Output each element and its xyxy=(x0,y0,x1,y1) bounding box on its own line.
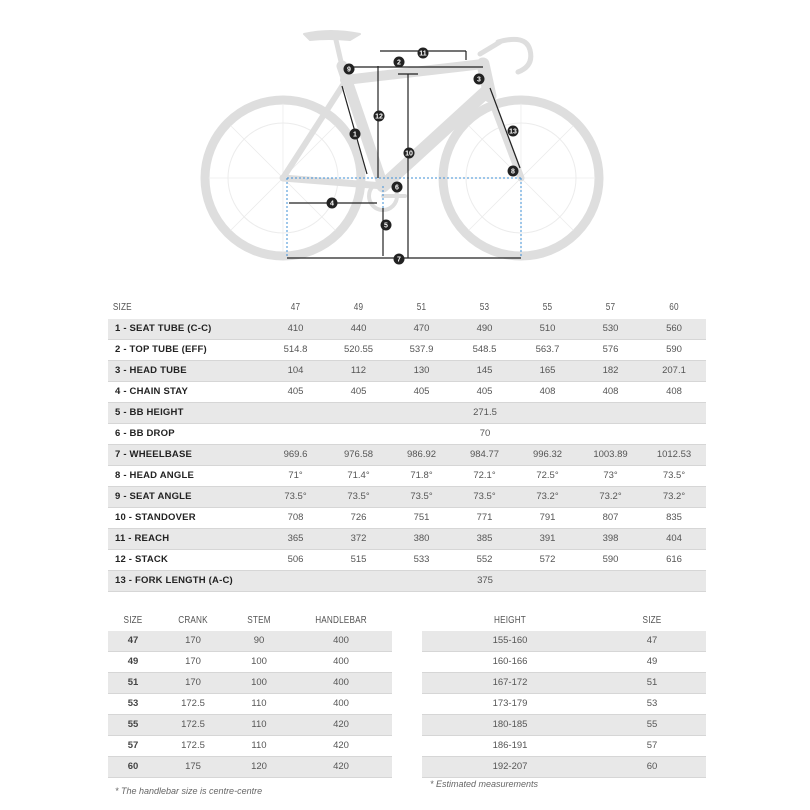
components-row xyxy=(108,694,392,715)
geometry-row xyxy=(108,340,706,361)
geometry-cell: 391 xyxy=(516,529,579,550)
geometry-cell: 73.2° xyxy=(642,487,706,508)
height-size-cell: 51 xyxy=(598,673,706,694)
geometry-cell: 984.77 xyxy=(453,445,516,466)
height-range-cell: 160-166 xyxy=(422,652,598,673)
marker-2 xyxy=(394,57,405,68)
geometry-cell: 404 xyxy=(642,529,706,550)
geometry-cell: 807 xyxy=(579,508,642,529)
geometry-cell: 563.7 xyxy=(516,340,579,361)
geometry-cell: 145 xyxy=(453,361,516,382)
geometry-cell: 533 xyxy=(390,550,453,571)
geometry-cell: 73° xyxy=(579,466,642,487)
components-row xyxy=(108,652,392,673)
geometry-cell: 506 xyxy=(264,550,327,571)
geometry-header-row xyxy=(108,297,706,319)
geometry-cell-all-sizes: 271.5 xyxy=(264,403,706,424)
components-row xyxy=(108,757,392,778)
height-range-cell: 167-172 xyxy=(422,673,598,694)
geometry-cell: 207.1 xyxy=(642,361,706,382)
geometry-cell: 520.55 xyxy=(327,340,390,361)
components-size-cell: 53 xyxy=(108,694,158,715)
components-size-cell: 51 xyxy=(108,673,158,694)
height-row xyxy=(422,694,706,715)
components-cell: 170 xyxy=(158,652,228,673)
components-cell: 400 xyxy=(290,694,392,715)
geometry-cell: 572 xyxy=(516,550,579,571)
components-cell: 100 xyxy=(228,652,290,673)
components-size-cell: 47 xyxy=(108,631,158,652)
geometry-header-51: 51 xyxy=(416,302,427,313)
geometry-cell: 130 xyxy=(390,361,453,382)
components-cell: 120 xyxy=(228,757,290,778)
geometry-cell: 726 xyxy=(327,508,390,529)
geometry-header-size: SIZE xyxy=(112,302,132,313)
geometry-cell: 835 xyxy=(642,508,706,529)
geometry-row-label: 7 - WHEELBASE xyxy=(108,445,264,466)
geometry-cell: 470 xyxy=(390,319,453,340)
height-range-cell: 180-185 xyxy=(422,715,598,736)
geometry-cell: 986.92 xyxy=(390,445,453,466)
geometry-header-47: 47 xyxy=(290,302,301,313)
geometry-row xyxy=(108,382,706,403)
components-cell: 110 xyxy=(228,715,290,736)
marker-12 xyxy=(374,111,385,122)
svg-text:3: 3 xyxy=(477,76,481,84)
geometry-row xyxy=(108,529,706,550)
components-cell: 172.5 xyxy=(158,715,228,736)
geometry-cell: 73.5° xyxy=(390,487,453,508)
height-row xyxy=(422,631,706,652)
geometry-header-60: 60 xyxy=(669,302,679,313)
geometry-cell: 408 xyxy=(516,382,579,403)
components-row xyxy=(108,631,392,652)
components-cell: 172.5 xyxy=(158,736,228,757)
geometry-cell: 405 xyxy=(327,382,390,403)
geometry-cell: 1003.89 xyxy=(579,445,642,466)
geometry-cell: 165 xyxy=(516,361,579,382)
components-row xyxy=(108,673,392,694)
geometry-row xyxy=(108,445,706,466)
geometry-row xyxy=(108,466,706,487)
geometry-cell: 73.2° xyxy=(516,487,579,508)
svg-text:12: 12 xyxy=(375,113,383,121)
geometry-cell: 708 xyxy=(264,508,327,529)
geometry-row xyxy=(108,571,706,592)
geometry-cell: 552 xyxy=(453,550,516,571)
geometry-row-label: 10 - STANDOVER xyxy=(108,508,264,529)
geometry-cell: 71.4° xyxy=(327,466,390,487)
geometry-row-label: 4 - CHAIN STAY xyxy=(108,382,264,403)
geometry-cell: 560 xyxy=(642,319,706,340)
components-cell: 170 xyxy=(158,631,228,652)
svg-text:13: 13 xyxy=(509,128,517,136)
height-header-row xyxy=(422,611,706,631)
geometry-row xyxy=(108,424,706,445)
components-header-handlebar: HANDLEBAR xyxy=(315,615,367,626)
geometry-cell-all-sizes: 375 xyxy=(264,571,706,592)
geometry-cell: 515 xyxy=(327,550,390,571)
components-cell: 100 xyxy=(228,673,290,694)
height-row xyxy=(422,757,706,778)
geometry-cell: 490 xyxy=(453,319,516,340)
geometry-cell: 590 xyxy=(642,340,706,361)
geometry-header-57: 57 xyxy=(605,302,616,313)
components-header-stem: STEM xyxy=(247,615,271,626)
geometry-row-label: 6 - BB DROP xyxy=(108,424,264,445)
svg-text:7: 7 xyxy=(397,256,401,264)
svg-text:8: 8 xyxy=(511,168,515,176)
height-row xyxy=(422,673,706,694)
geometry-cell: 73.2° xyxy=(579,487,642,508)
height-size-cell: 49 xyxy=(598,652,706,673)
height-row xyxy=(422,652,706,673)
height-size-cell: 57 xyxy=(598,736,706,757)
geometry-header-49: 49 xyxy=(353,302,364,313)
components-row xyxy=(108,736,392,757)
height-size-cell: 60 xyxy=(598,757,706,778)
svg-text:10: 10 xyxy=(405,150,413,158)
height-size-cell: 53 xyxy=(598,694,706,715)
geometry-cell: 365 xyxy=(264,529,327,550)
height-header-height: HEIGHT xyxy=(494,615,526,626)
geometry-cell: 104 xyxy=(264,361,327,382)
handlebar-note: * The handlebar size is centre-centre xyxy=(115,786,263,796)
geometry-cell: 440 xyxy=(327,319,390,340)
marker-1 xyxy=(350,129,361,140)
components-header-size: SIZE xyxy=(123,615,143,626)
components-cell: 400 xyxy=(290,652,392,673)
geometry-row xyxy=(108,403,706,424)
geometry-cell: 510 xyxy=(516,319,579,340)
geometry-row-label: 3 - HEAD TUBE xyxy=(108,361,264,382)
components-row xyxy=(108,715,392,736)
geometry-cell: 408 xyxy=(579,382,642,403)
geometry-cell: 616 xyxy=(642,550,706,571)
geometry-cell: 72.5° xyxy=(516,466,579,487)
geometry-row xyxy=(108,550,706,571)
svg-text:5: 5 xyxy=(384,222,388,230)
geometry-table xyxy=(108,297,706,592)
geometry-cell-all-sizes: 70 xyxy=(264,424,706,445)
geometry-row-label: 12 - STACK xyxy=(108,550,264,571)
geometry-cell: 398 xyxy=(579,529,642,550)
geometry-cell: 73.5° xyxy=(264,487,327,508)
marker-4 xyxy=(327,198,338,209)
components-table xyxy=(108,611,392,778)
geometry-cell: 73.5° xyxy=(453,487,516,508)
geometry-cell: 405 xyxy=(264,382,327,403)
height-range-cell: 173-179 xyxy=(422,694,598,715)
geometry-cell: 751 xyxy=(390,508,453,529)
geometry-cell: 771 xyxy=(453,508,516,529)
height-size-cell: 47 xyxy=(598,631,706,652)
bike-geometry-diagram xyxy=(200,18,610,280)
components-cell: 110 xyxy=(228,736,290,757)
components-cell: 400 xyxy=(290,673,392,694)
geometry-cell: 1012.53 xyxy=(642,445,706,466)
svg-text:2: 2 xyxy=(397,59,401,67)
components-header-row xyxy=(108,611,392,631)
geometry-cell: 405 xyxy=(390,382,453,403)
geometry-cell: 73.5° xyxy=(642,466,706,487)
geometry-cell: 410 xyxy=(264,319,327,340)
height-size-cell: 55 xyxy=(598,715,706,736)
components-size-cell: 57 xyxy=(108,736,158,757)
geometry-cell: 548.5 xyxy=(453,340,516,361)
geometry-cell: 408 xyxy=(642,382,706,403)
geometry-row-label: 13 - FORK LENGTH (A-C) xyxy=(108,571,264,592)
height-range-cell: 186-191 xyxy=(422,736,598,757)
geometry-cell: 72.1° xyxy=(453,466,516,487)
geometry-row-label: 1 - SEAT TUBE (C-C) xyxy=(108,319,264,340)
components-cell: 420 xyxy=(290,715,392,736)
components-cell: 90 xyxy=(228,631,290,652)
geometry-row-label: 9 - SEAT ANGLE xyxy=(108,487,264,508)
geometry-cell: 514.8 xyxy=(264,340,327,361)
geometry-cell: 576 xyxy=(579,340,642,361)
svg-text:1: 1 xyxy=(353,131,357,139)
geometry-cell: 590 xyxy=(579,550,642,571)
marker-7 xyxy=(394,254,405,265)
components-cell: 110 xyxy=(228,694,290,715)
components-cell: 420 xyxy=(290,757,392,778)
components-size-cell: 60 xyxy=(108,757,158,778)
geometry-cell: 372 xyxy=(327,529,390,550)
marker-11 xyxy=(418,48,429,59)
svg-text:11: 11 xyxy=(419,50,427,58)
components-size-cell: 49 xyxy=(108,652,158,673)
components-cell: 175 xyxy=(158,757,228,778)
height-range-cell: 192-207 xyxy=(422,757,598,778)
marker-8 xyxy=(508,166,519,177)
components-header-crank: CRANK xyxy=(178,615,208,626)
height-row xyxy=(422,736,706,757)
height-table xyxy=(422,611,706,778)
geometry-cell: 996.32 xyxy=(516,445,579,466)
geometry-cell: 405 xyxy=(453,382,516,403)
components-size-cell: 55 xyxy=(108,715,158,736)
marker-3 xyxy=(474,74,485,85)
geometry-cell: 385 xyxy=(453,529,516,550)
geometry-row-label: 2 - TOP TUBE (EFF) xyxy=(108,340,264,361)
marker-10 xyxy=(404,148,415,159)
geometry-cell: 71.8° xyxy=(390,466,453,487)
svg-text:6: 6 xyxy=(395,184,399,192)
height-row xyxy=(422,715,706,736)
geometry-cell: 969.6 xyxy=(264,445,327,466)
estimated-note: * Estimated measurements xyxy=(430,779,539,789)
geometry-cell: 791 xyxy=(516,508,579,529)
svg-text:4: 4 xyxy=(330,200,334,208)
geometry-row xyxy=(108,508,706,529)
marker-9 xyxy=(344,64,355,75)
geometry-row xyxy=(108,361,706,382)
height-header-size: SIZE xyxy=(642,615,662,626)
geometry-cell: 71° xyxy=(264,466,327,487)
geometry-header-53: 53 xyxy=(479,302,490,313)
svg-text:9: 9 xyxy=(347,66,351,74)
geometry-row-label: 8 - HEAD ANGLE xyxy=(108,466,264,487)
geometry-cell: 182 xyxy=(579,361,642,382)
components-cell: 170 xyxy=(158,673,228,694)
geometry-row xyxy=(108,487,706,508)
geometry-row-label: 11 - REACH xyxy=(108,529,264,550)
components-cell: 400 xyxy=(290,631,392,652)
geometry-cell: 73.5° xyxy=(327,487,390,508)
height-range-cell: 155-160 xyxy=(422,631,598,652)
geometry-cell: 537.9 xyxy=(390,340,453,361)
geometry-cell: 112 xyxy=(327,361,390,382)
components-cell: 420 xyxy=(290,736,392,757)
geometry-header-55: 55 xyxy=(542,302,553,313)
marker-6 xyxy=(392,182,403,193)
geometry-row xyxy=(108,319,706,340)
geometry-cell: 530 xyxy=(579,319,642,340)
geometry-cell: 976.58 xyxy=(327,445,390,466)
marker-13 xyxy=(508,126,519,137)
geometry-cell: 380 xyxy=(390,529,453,550)
geometry-row-label: 5 - BB HEIGHT xyxy=(108,403,264,424)
marker-5 xyxy=(381,220,392,231)
components-cell: 172.5 xyxy=(158,694,228,715)
